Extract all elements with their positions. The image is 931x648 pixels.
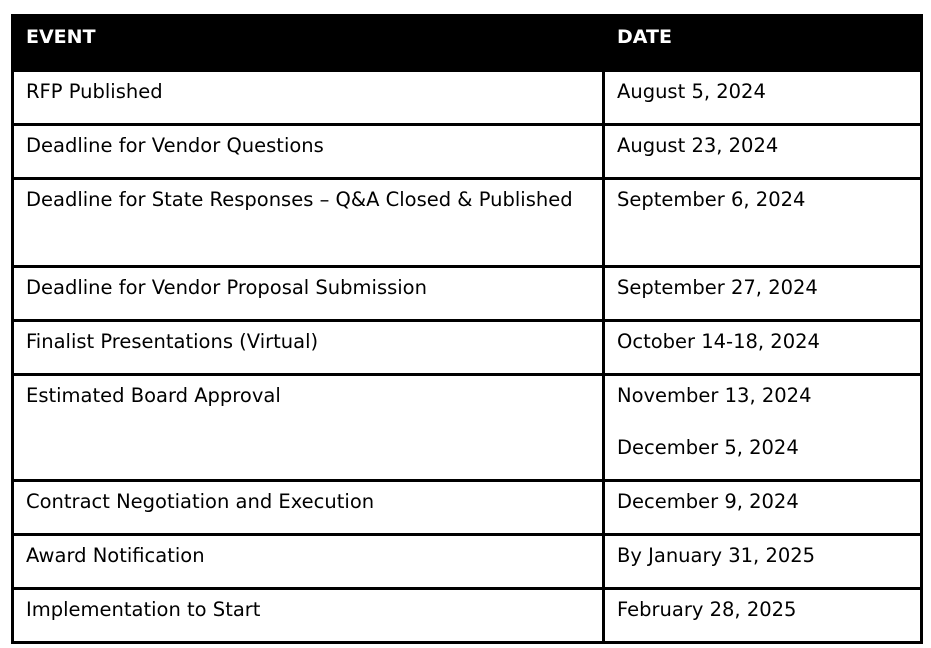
event-cell: Award Notification [13, 535, 604, 589]
date-cell [604, 321, 922, 375]
event-cell: Estimated Board Approval [13, 375, 604, 481]
table-header [13, 16, 922, 71]
date-value: December 9, 2024 [617, 490, 799, 513]
date-cell [604, 71, 922, 125]
event-cell: Deadline for Vendor Proposal Submission [13, 267, 604, 321]
date-cell [604, 535, 922, 589]
table-row [13, 321, 922, 375]
date-value: August 23, 2024 [617, 134, 779, 157]
date-cell [604, 589, 922, 643]
date-cell [604, 375, 922, 481]
event-cell: Implementation to Start [13, 589, 604, 643]
event-cell: Deadline for Vendor Questions [13, 125, 604, 179]
date-value: November 13, 2024 [617, 384, 812, 407]
table-row [13, 481, 922, 535]
date-value: February 28, 2025 [617, 598, 797, 621]
date-value: September 6, 2024 [617, 188, 806, 211]
event-cell: Finalist Presentations (Virtual) [13, 321, 604, 375]
date-cell [604, 179, 922, 267]
date-value: August 5, 2024 [617, 80, 766, 103]
table-row [13, 179, 922, 267]
header-row [13, 16, 922, 71]
table-body [13, 71, 922, 643]
event-cell: Contract Negotiation and Execution [13, 481, 604, 535]
date-cell [604, 125, 922, 179]
table-row [13, 267, 922, 321]
event-column-header: EVENT [13, 16, 604, 71]
date-value: By January 31, 2025 [617, 544, 816, 567]
date-cell [604, 267, 922, 321]
table-row [13, 535, 922, 589]
date-cell [604, 481, 922, 535]
date-value: October 14-18, 2024 [617, 330, 820, 353]
date-column-header: DATE [604, 16, 922, 71]
table-row [13, 71, 922, 125]
event-cell: Deadline for State Responses – Q&A Closed & Published [13, 179, 604, 267]
table-row [13, 125, 922, 179]
table-row [13, 589, 922, 643]
schedule-table [11, 14, 923, 644]
date-value: September 27, 2024 [617, 276, 818, 299]
table-row [13, 375, 922, 481]
date-value: December 5, 2024 [617, 436, 799, 459]
event-cell: RFP Published [13, 71, 604, 125]
